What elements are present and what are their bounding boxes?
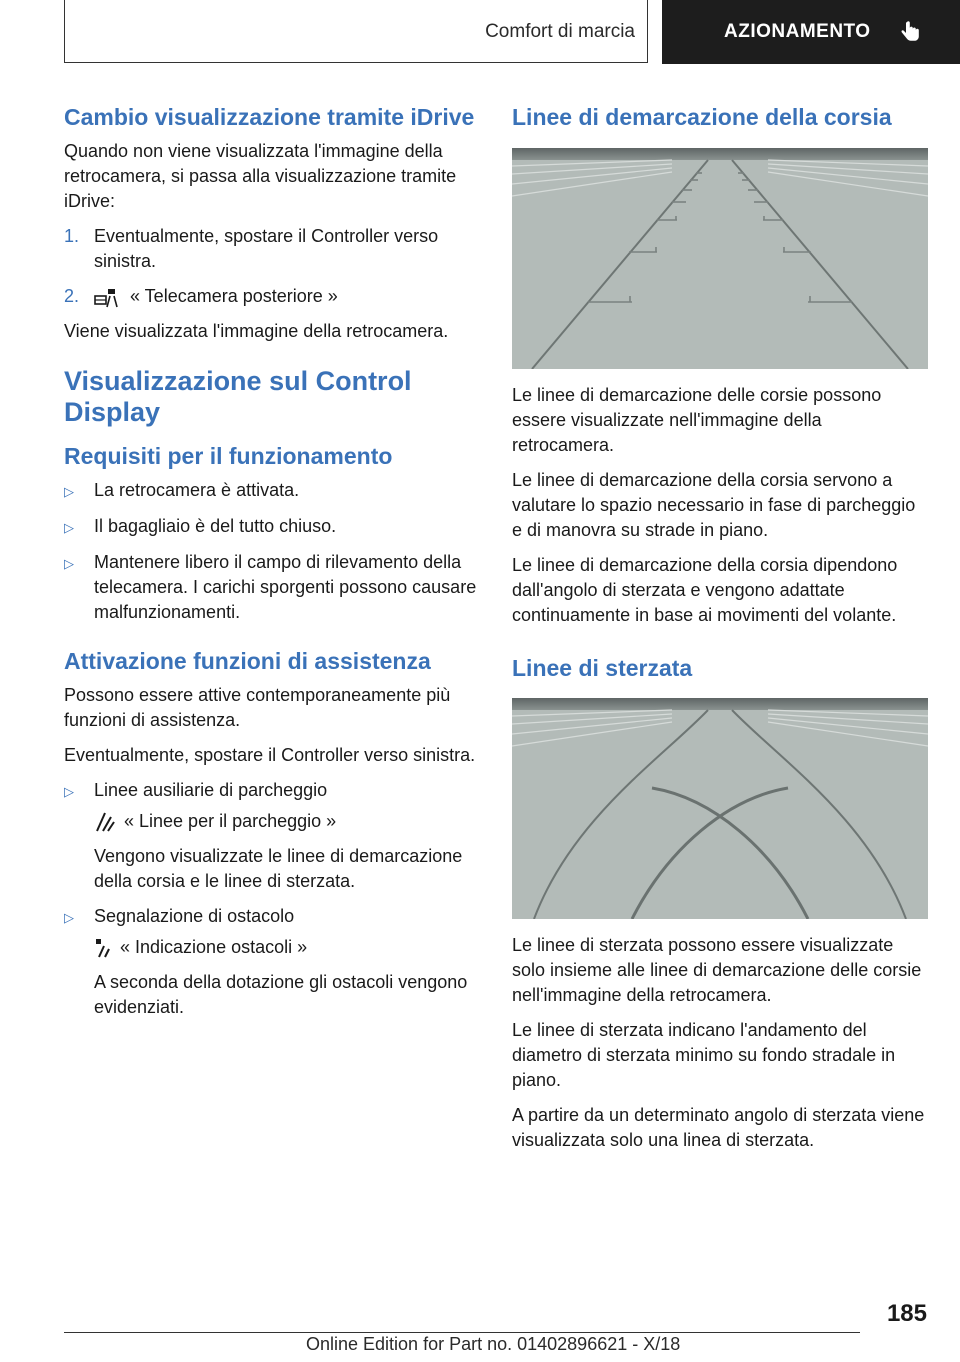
heading-cambio-idrive: Cambio visualizzazione tramite iDrive: [64, 104, 475, 130]
paragraph-sterzata-2: Le linee di sterzata indicano l'andamento del diametro di sterzata minimo su fondo stradale in piano.: [512, 1020, 896, 1090]
section-title: Comfort di marcia: [485, 20, 635, 42]
funzione-desc: Vengono visualizzate le linee di demarcazione della corsia e le linee di sterzata.: [94, 846, 463, 891]
illustration-steering-lines: [512, 698, 928, 919]
bullet-triangle-icon: ▷: [64, 784, 74, 799]
rear-camera-icon: [94, 286, 120, 308]
step-number: 1.: [64, 226, 80, 246]
paragraph-cambio: Quando non viene visualizzata l'immagine della retrocamera, si passa alla visualizzazione tramite iDrive:: [64, 141, 457, 211]
hand-pointer-icon: [897, 20, 921, 44]
bullet-triangle-icon: ▷: [64, 484, 74, 499]
requisito-text: La retrocamera è attivata.: [94, 480, 300, 500]
steering-lines-graphic: [512, 698, 928, 919]
illustration-lane-lines: [512, 148, 928, 369]
paragraph-attivazione-1: Possono essere attive contemporaneamente più funzioni di assistenza.: [64, 685, 451, 730]
lane-lines-graphic: [512, 148, 928, 369]
funzione-desc: A seconda della dotazione gli ostacoli vengono evidenziati.: [94, 972, 468, 1017]
funzione-item: [64, 904, 480, 1020]
obstacle-marking-icon: [94, 937, 112, 959]
heading-control-display: Visualizzazione sul Control Display: [64, 366, 412, 427]
menu-entry-label: « Linee per il parcheggio »: [124, 811, 337, 831]
menu-entry-linee-parcheggio[interactable]: [94, 809, 480, 834]
menu-entry-indicazione-ostacoli[interactable]: [94, 935, 480, 960]
paragraph-attivazione-2: Eventualmente, spostare il Controller verso sinistra.: [64, 745, 476, 765]
requisito-text: Il bagagliaio è del tutto chiuso.: [94, 516, 337, 536]
funzione-title: Linee ausiliarie di parcheggio: [94, 780, 328, 800]
paragraph-result: Viene visualizzata l'immagine della retrocamera.: [64, 321, 449, 341]
funzione-item: [64, 778, 480, 894]
bullet-triangle-icon: ▷: [64, 910, 74, 925]
paragraph-sterzata-3: A partire da un determinato angolo di sterzata viene visualizzata solo una linea di sterzata.: [512, 1105, 925, 1150]
funzione-title: Segnalazione di ostacolo: [94, 906, 295, 926]
requisito-item: [64, 514, 480, 540]
paragraph-sterzata-1: Le linee di sterzata possono essere visualizzate solo insieme alle linee di demarcazione delle corsie nell'immagine della retrocamera.: [512, 935, 922, 1005]
step-2: [64, 284, 480, 309]
heading-requisiti: Requisiti per il funzionamento: [64, 443, 393, 469]
parking-lines-icon: [94, 811, 116, 833]
heading-attivazione: Attivazione funzioni di assistenza: [64, 648, 431, 674]
bullet-triangle-icon: ▷: [64, 520, 74, 535]
paragraph-corsia-3: Le linee di demarcazione della corsia dipendono dall'angolo di sterzata e vengono adattate continuamente in base ai movimenti del volante.: [512, 555, 898, 625]
menu-entry-label: « Indicazione ostacoli »: [120, 937, 308, 957]
step-number: 2.: [64, 286, 80, 306]
heading-linee-demarcazione: Linee di demarcazione della corsia: [512, 104, 892, 130]
paragraph-corsia-2: Le linee di demarcazione della corsia servono a valutare lo spazio necessario in fase di parcheggio e di manovra su strade in piano.: [512, 470, 916, 540]
chapter-tab[interactable]: [662, 0, 960, 64]
requisito-text: Mantenere libero il campo di rilevamento della telecamera. I carichi sporgenti possono causare malfunzionamenti.: [94, 552, 477, 622]
bullet-triangle-icon: ▷: [64, 556, 74, 571]
page-number: 185: [886, 1300, 927, 1327]
left-column: [64, 100, 480, 1030]
step-text: Eventualmente, spostare il Controller verso sinistra.: [94, 226, 439, 271]
right-column: [512, 100, 928, 1163]
paragraph-corsia-1: Le linee di demarcazione delle corsie possono essere visualizzate nell'immagine della retrocamera.: [512, 385, 882, 455]
step-1: [64, 224, 480, 274]
step-text: « Telecamera posteriore »: [130, 286, 338, 306]
heading-linee-sterzata: Linee di sterzata: [512, 655, 693, 681]
requisito-item: [64, 550, 480, 625]
chapter-title: AZIONAMENTO: [724, 21, 871, 42]
requisito-item: [64, 478, 480, 504]
footer-divider: [64, 1332, 860, 1333]
edition-info: Online Edition for Part no. 01402896621 - X/18: [306, 1334, 681, 1354]
